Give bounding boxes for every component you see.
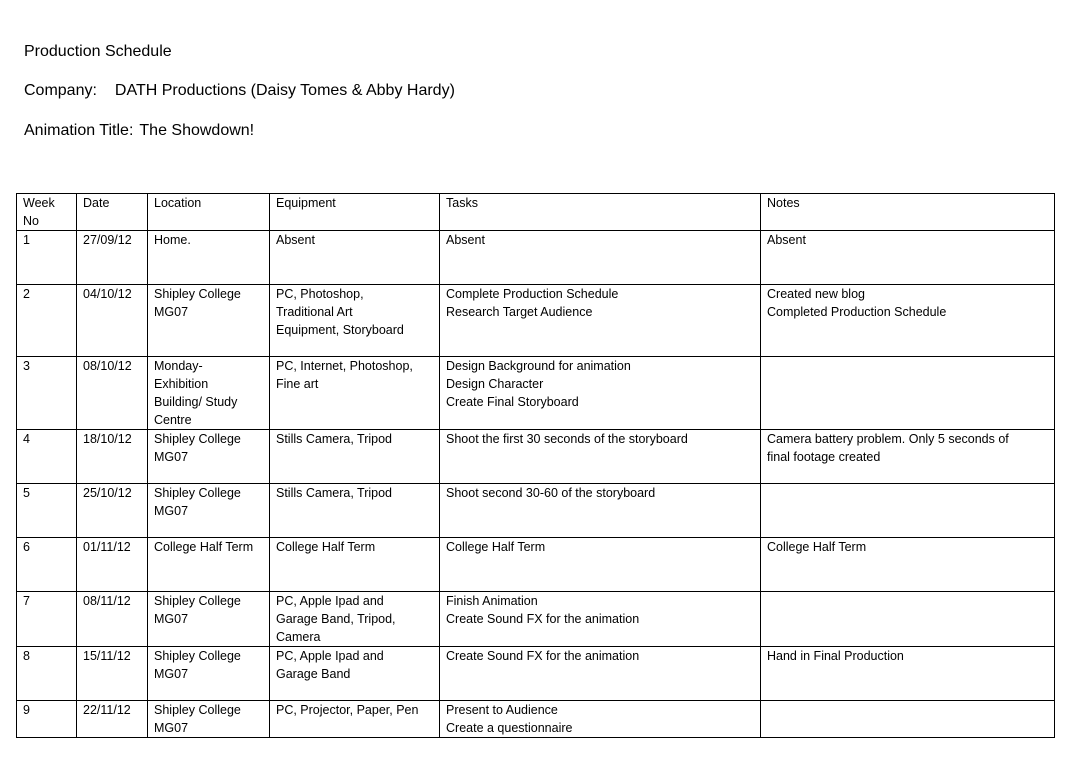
cell-text: Absent (446, 233, 485, 247)
cell-notes (761, 231, 1055, 285)
cell-date (77, 538, 148, 592)
cell-text: PC, Internet, Photoshop, (276, 359, 413, 373)
table-row (17, 357, 1055, 430)
cell-week (17, 592, 77, 647)
cell-text: Finish Animation (446, 594, 538, 608)
cell-text: 2 (23, 287, 30, 301)
cell-text: 08/10/12 (83, 359, 132, 373)
cell-text: 8 (23, 649, 30, 663)
cell-text: MG07 (154, 504, 189, 518)
column-header-text: No (23, 214, 39, 228)
cell-date (77, 592, 148, 647)
column-header-text: Location (154, 196, 202, 210)
cell-text: Design Background for animation (446, 359, 631, 373)
cell-text: Stills Camera, Tripod (276, 432, 393, 446)
cell-text: Garage Band, Tripod, (276, 612, 396, 626)
cell-text: 22/11/12 (83, 703, 131, 717)
cell-text: 1 (23, 233, 30, 247)
cell-location (148, 538, 270, 592)
cell-text: 6 (23, 540, 30, 554)
cell-text: MG07 (154, 667, 189, 681)
column-header-text: Date (83, 196, 110, 210)
table-row (17, 592, 1055, 647)
column-header-week (17, 194, 77, 231)
page-title: Production Schedule (24, 43, 172, 60)
cell-date (77, 484, 148, 538)
cell-text: final footage created (767, 450, 881, 464)
cell-text: 08/11/12 (83, 594, 131, 608)
cell-text: Building/ Study (154, 395, 238, 409)
cell-text: Equipment, Storyboard (276, 323, 404, 337)
cell-text: 27/09/12 (83, 233, 132, 247)
cell-text: 9 (23, 703, 30, 717)
cell-text: PC, Photoshop, (276, 287, 364, 301)
cell-location (148, 701, 270, 738)
cell-text: Completed Production Schedule (767, 305, 947, 319)
cell-location (148, 430, 270, 484)
cell-text: PC, Apple Ipad and (276, 594, 384, 608)
cell-text: Camera battery problem. Only 5 seconds of (767, 432, 1009, 446)
cell-text: Shipley College (154, 287, 241, 301)
cell-tasks (440, 357, 761, 430)
cell-text: College Half Term (446, 540, 546, 554)
cell-text: Shipley College (154, 432, 241, 446)
table-row (17, 701, 1055, 738)
cell-text: Camera (276, 630, 321, 644)
cell-equipment (270, 231, 440, 285)
cell-week (17, 430, 77, 484)
production-schedule-table (16, 193, 1055, 738)
cell-notes (761, 592, 1055, 647)
cell-tasks (440, 701, 761, 738)
cell-tasks (440, 231, 761, 285)
table-row (17, 285, 1055, 357)
cell-week (17, 538, 77, 592)
cell-tasks (440, 285, 761, 357)
cell-text: 18/10/12 (83, 432, 132, 446)
company-line (24, 82, 455, 100)
cell-text: Exhibition (154, 377, 209, 391)
cell-date (77, 647, 148, 701)
cell-text: Present to Audience (446, 703, 558, 717)
table-row (17, 538, 1055, 592)
cell-week (17, 647, 77, 701)
cell-text: MG07 (154, 721, 189, 735)
company-label: Company: (24, 82, 97, 99)
table-row (17, 231, 1055, 285)
cell-equipment (270, 538, 440, 592)
cell-date (77, 231, 148, 285)
animation-title-label: Animation Title: (24, 122, 134, 139)
cell-text: Research Target Audience (446, 305, 593, 319)
animation-title-line (24, 122, 254, 140)
cell-text: Create Sound FX for the animation (446, 649, 640, 663)
cell-text: MG07 (154, 612, 189, 626)
cell-text: Design Character (446, 377, 544, 391)
cell-text: PC, Apple Ipad and (276, 649, 384, 663)
table-header-row (17, 194, 1055, 231)
cell-equipment (270, 484, 440, 538)
cell-text: Shoot the first 30 seconds of the storyboard (446, 432, 688, 446)
column-header-notes (761, 194, 1055, 231)
cell-notes (761, 701, 1055, 738)
cell-text: 4 (23, 432, 30, 446)
cell-date (77, 430, 148, 484)
cell-text: 04/10/12 (83, 287, 132, 301)
cell-text: 5 (23, 486, 30, 500)
cell-text: 3 (23, 359, 30, 373)
cell-text: Shipley College (154, 649, 241, 663)
cell-text: Hand in Final Production (767, 649, 904, 663)
column-header-text: Equipment (276, 196, 336, 210)
table-row (17, 430, 1055, 484)
cell-location (148, 357, 270, 430)
column-header-date (77, 194, 148, 231)
cell-text: Shipley College (154, 486, 241, 500)
cell-equipment (270, 701, 440, 738)
column-header-text: Tasks (446, 196, 478, 210)
cell-text: Stills Camera, Tripod (276, 486, 393, 500)
cell-date (77, 357, 148, 430)
cell-location (148, 285, 270, 357)
company-value: DATH Productions (Daisy Tomes & Abby Hardy) (114, 82, 455, 99)
column-header-text: Notes (767, 196, 800, 210)
cell-notes (761, 285, 1055, 357)
cell-week (17, 357, 77, 430)
cell-week (17, 484, 77, 538)
cell-text: Create a questionnaire (446, 721, 573, 735)
cell-week (17, 701, 77, 738)
cell-text: Fine art (276, 377, 319, 391)
cell-week (17, 285, 77, 357)
cell-equipment (270, 357, 440, 430)
cell-equipment (270, 647, 440, 701)
cell-location (148, 484, 270, 538)
cell-text: PC, Projector, Paper, Pen (276, 703, 419, 717)
cell-text: Shoot second 30-60 of the storyboard (446, 486, 656, 500)
cell-text: Created new blog (767, 287, 865, 301)
column-header-location (148, 194, 270, 231)
cell-text: Create Sound FX for the animation (446, 612, 640, 626)
cell-tasks (440, 484, 761, 538)
cell-text: MG07 (154, 305, 189, 319)
cell-text: Absent (767, 233, 806, 247)
table-row (17, 647, 1055, 701)
cell-location (148, 647, 270, 701)
cell-equipment (270, 285, 440, 357)
cell-text: College Half Term (767, 540, 867, 554)
cell-equipment (270, 592, 440, 647)
cell-text: College Half Term (154, 540, 254, 554)
cell-text: 01/11/12 (83, 540, 131, 554)
cell-text: College Half Term (276, 540, 376, 554)
cell-date (77, 285, 148, 357)
table-row (17, 484, 1055, 538)
cell-notes (761, 538, 1055, 592)
cell-text: MG07 (154, 450, 189, 464)
cell-tasks (440, 647, 761, 701)
cell-text: Create Final Storyboard (446, 395, 579, 409)
cell-text: Shipley College (154, 594, 241, 608)
cell-notes (761, 647, 1055, 701)
cell-text: Shipley College (154, 703, 241, 717)
cell-tasks (440, 538, 761, 592)
cell-text: 25/10/12 (83, 486, 132, 500)
cell-text: Centre (154, 413, 192, 427)
cell-tasks (440, 592, 761, 647)
cell-location (148, 592, 270, 647)
cell-text: Complete Production Schedule (446, 287, 619, 301)
column-header-tasks (440, 194, 761, 231)
cell-tasks (440, 430, 761, 484)
cell-text: 7 (23, 594, 30, 608)
cell-location (148, 231, 270, 285)
cell-date (77, 701, 148, 738)
cell-equipment (270, 430, 440, 484)
animation-title-value: The Showdown! (139, 122, 255, 139)
cell-text: Monday- (154, 359, 203, 373)
cell-text: 15/11/12 (83, 649, 131, 663)
cell-text: Garage Band (276, 667, 351, 681)
cell-notes (761, 484, 1055, 538)
cell-text: Traditional Art (276, 305, 353, 319)
cell-week (17, 231, 77, 285)
cell-text: Absent (276, 233, 315, 247)
cell-notes (761, 357, 1055, 430)
cell-text: Home. (154, 233, 191, 247)
column-header-equipment (270, 194, 440, 231)
column-header-text: Week (23, 196, 55, 210)
cell-notes (761, 430, 1055, 484)
